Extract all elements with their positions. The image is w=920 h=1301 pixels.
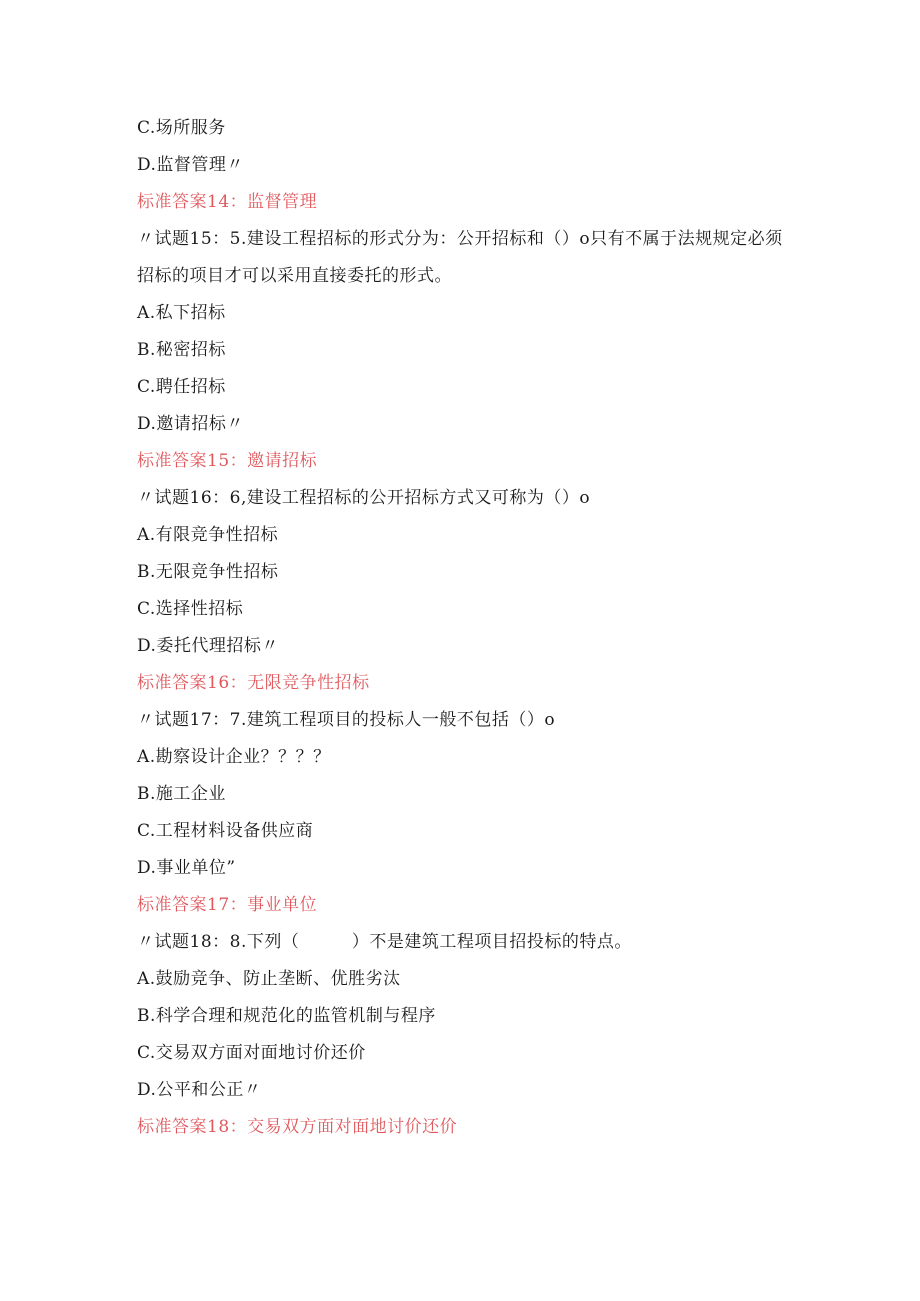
option-line: C.选择性招标 (137, 599, 244, 619)
option-line: C.聘任招标 (137, 377, 226, 397)
question-line: 〃试题18：8.下列（ ）不是建筑工程项目招投标的特点。 (137, 932, 632, 952)
option-line: A.鼓励竞争、防止垄断、优胜劣汰 (137, 969, 401, 989)
option-line: B.无限竞争性招标 (137, 562, 279, 582)
option-line: D.委托代理招标〃 (137, 636, 279, 656)
question-line: 〃试题16：6,建设工程招标的公开招标方式又可称为（）o (137, 488, 591, 508)
option-line: A.有限竞争性招标 (137, 525, 279, 545)
option-line: C.交易双方面对面地讨价还价 (137, 1043, 366, 1063)
document-page (137, 110, 797, 1146)
option-line: C.工程材料设备供应商 (137, 821, 314, 841)
answer-line: 标准答案16：无限竞争性招标 (137, 673, 370, 693)
answer-line: 标准答案17：事业单位 (137, 895, 318, 915)
option-line: A.勘察设计企业？？？？ (137, 747, 331, 767)
option-line: D.监督管理〃 (137, 155, 244, 175)
answer-line: 标准答案15：邀请招标 (137, 451, 318, 471)
option-line: D.邀请招标〃 (137, 414, 244, 434)
option-line: D.公平和公正〃 (137, 1080, 262, 1100)
option-line: D.事业单位” (137, 858, 236, 878)
question-line: 〃试题17：7.建筑工程项目的投标人一般不包括（）o (137, 710, 556, 730)
answer-line: 标准答案14：监督管理 (137, 192, 318, 212)
option-line: B.施工企业 (137, 784, 226, 804)
option-line: B.秘密招标 (137, 340, 226, 360)
question-line: 〃试题15：5.建设工程招标的形式分为：公开招标和（）o只有不属于法规规定必须招标的项目才可以采用直接委托的形式。 (137, 229, 783, 286)
option-line: A.私下招标 (137, 303, 226, 323)
answer-line: 标准答案18：交易双方面对面地讨价还价 (137, 1117, 458, 1137)
option-line: B.科学合理和规范化的监管机制与程序 (137, 1006, 436, 1026)
option-line: C.场所服务 (137, 118, 226, 138)
